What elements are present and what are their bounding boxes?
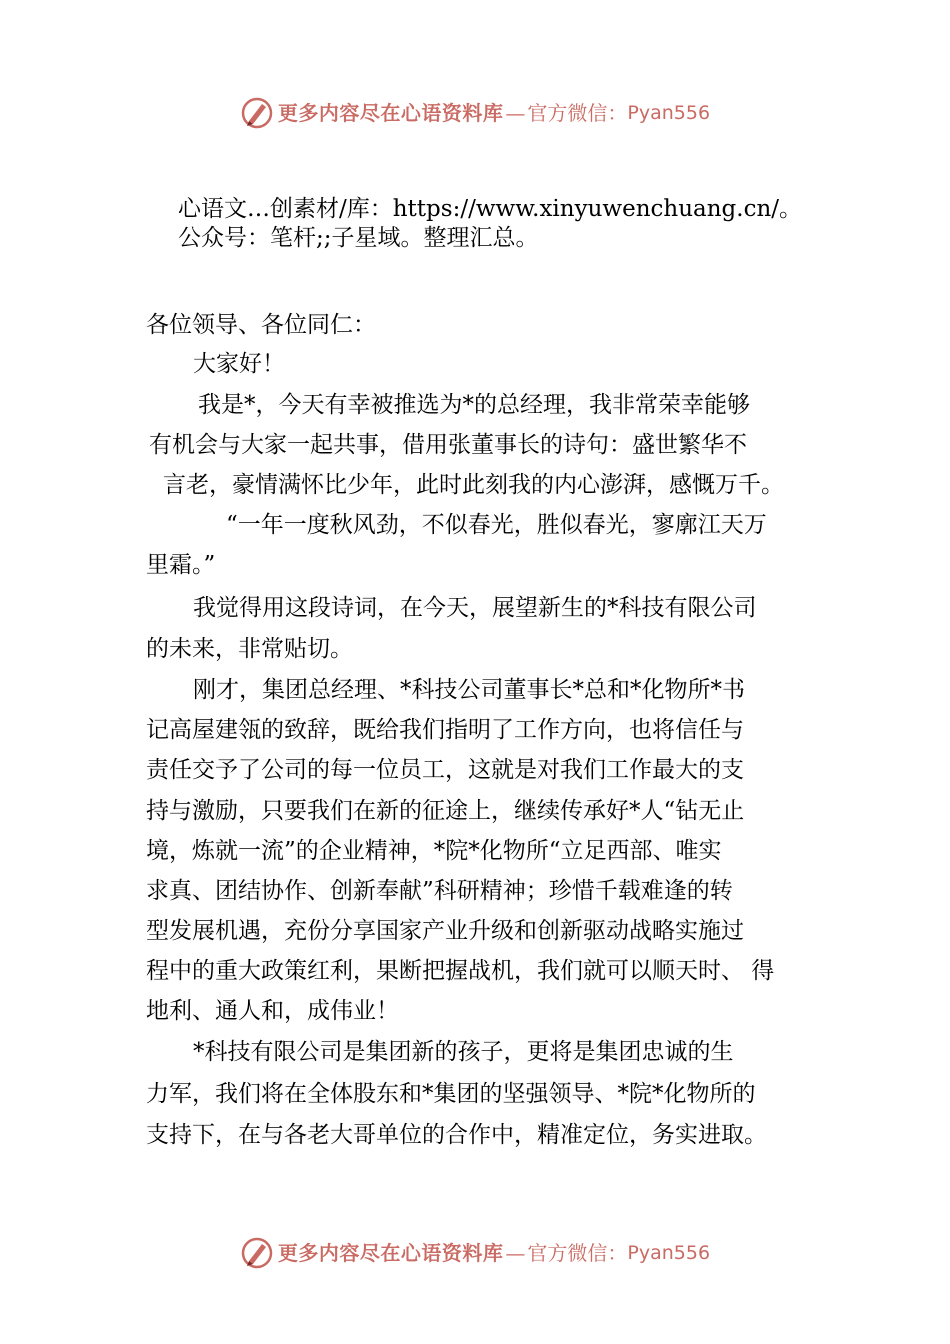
banner-wechat-id: Pyan556 (627, 102, 711, 124)
paragraph-line: 力军，我们将在全体股东和*集团的坚强领导、*院*化物所的 (146, 1081, 756, 1107)
paragraph-line: 程中的重大政策红利，果断把握战机，我们就可以顺天时、 得 (146, 958, 775, 984)
paragraph-line: 持与激励，只要我们在新的征途上，继续传承好*人“钻无止 (146, 798, 745, 824)
paragraph-line: *科技有限公司是集团新的孩子，更将是集团忠诚的生 (193, 1039, 734, 1065)
banner-wechat-id: Pyan556 (627, 1242, 711, 1264)
banner-dash: — (505, 1241, 526, 1265)
paragraph-line: 的未来，非常贴切。 (146, 636, 353, 662)
paragraph-line: 地利、通人和，成伟业！ (146, 998, 399, 1024)
header-banner (0, 96, 950, 130)
paragraph-line: 我是*，今天有幸被推选为*的总经理，我非常荣幸能够 (198, 392, 750, 418)
paragraph-line: 境，炼就一流”的企业精神，*院*化物所“立足西部、唯实 (146, 838, 722, 864)
banner-wechat-label: 官方微信： (527, 101, 628, 125)
paragraph-line: 责任交予了公司的每一位员工，这就是对我们工作最大的支 (146, 757, 744, 783)
salutation: 各位领导、各位同仁： (146, 312, 376, 338)
paragraph-line: 言老，豪情满怀比少年，此时此刻我的内心澎湃，感慨万千。 (163, 472, 784, 498)
paragraph-line: 我觉得用这段诗词，在今天，展望新生的*科技有限公司 (193, 595, 757, 621)
banner-wechat-label: 官方微信： (527, 1241, 628, 1265)
banner-dash: — (505, 101, 526, 125)
source-line-website: 心语文…创素材/库：https://www.xinyuwenchuang.cn/。 (178, 196, 803, 222)
paragraph-line: 支持下，在与各老大哥单位的合作中，精准定位，务实进取。 (146, 1122, 767, 1148)
paragraph-line: 刚才，集团总经理、*科技公司董事长*总和*化物所*书 (193, 677, 745, 703)
source-line-account: 公众号：笔杆;;子星域。整理汇总。 (178, 225, 539, 251)
paragraph-line: 型发展机遇，充份分享国家产业升级和创新驱动战略实施过 (146, 918, 744, 944)
footer-banner (0, 1236, 950, 1270)
paragraph-line: 有机会与大家一起共事，借用张董事长的诗句：盛世繁华不 (149, 432, 747, 458)
pen-logo-icon (240, 1236, 274, 1270)
paragraph-line: 记高屋建瓴的致辞，既给我们指明了工作方向，也将信任与 (146, 717, 744, 743)
paragraph-line: 里霜。” (146, 552, 216, 578)
pen-logo-icon (240, 96, 274, 130)
banner-main-text: 更多内容尽在心语资料库 (277, 1241, 504, 1265)
paragraph-line: 求真、团结协作、创新奉献”科研精神；珍惜千载难逢的转 (146, 878, 733, 904)
paragraph-line: “一年一度秋风劲，不似春光，胜似春光，寥廓江天万 (226, 512, 767, 538)
greeting: 大家好！ (193, 351, 285, 377)
banner-main-text: 更多内容尽在心语资料库 (277, 101, 504, 125)
